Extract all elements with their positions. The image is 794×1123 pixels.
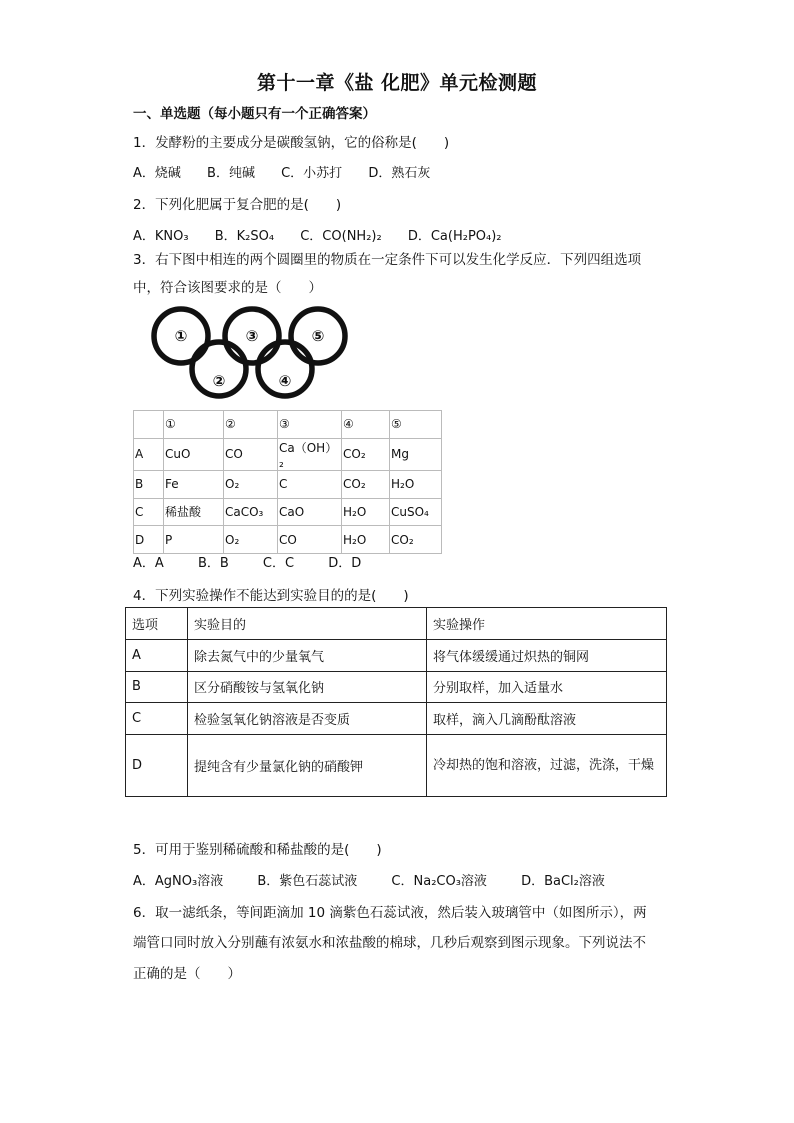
- option-a: A．A: [133, 556, 164, 571]
- table-cell: CO₂: [342, 438, 390, 470]
- table-cell: 提纯含有少量氯化钠的硝酸钾: [188, 735, 427, 797]
- table-cell: [134, 411, 164, 439]
- table-cell: B: [126, 671, 188, 703]
- section-heading: 一、单选题（每小题只有一个正确答案）: [133, 106, 376, 122]
- table-cell: ④: [342, 411, 390, 439]
- question-6-line2: 端管口同时放入分别蘸有浓氨水和浓盐酸的棉球，几秒后观察到图示现象。下列说法不: [133, 935, 646, 951]
- table-cell: ②: [224, 411, 278, 439]
- question-3-stem-line2: 中，符合该图要求的是（ ）: [133, 280, 322, 296]
- table-row: [134, 470, 442, 498]
- table-cell: 选项: [126, 608, 188, 640]
- question-5-stem: 5．可用于鉴别稀硫酸和稀盐酸的是( ): [133, 842, 382, 858]
- table-cell: P: [164, 526, 224, 554]
- option-a: A．烧碱: [133, 166, 181, 181]
- table-row: [126, 671, 667, 703]
- option-d: D．D: [328, 556, 362, 571]
- table-cell: H₂O: [342, 526, 390, 554]
- table-cell: C: [126, 703, 188, 735]
- table-cell: Fe: [164, 470, 224, 498]
- option-a: A．KNO₃: [133, 229, 189, 244]
- table-cell: CaCO₃: [224, 498, 278, 526]
- rings-table: [133, 410, 442, 554]
- table-cell: ①: [164, 411, 224, 439]
- table-cell: 检验氢氧化钠溶液是否变质: [188, 703, 427, 735]
- option-a: A．AgNO₃溶液: [133, 874, 224, 889]
- ring-label-5: ⑤: [311, 327, 325, 345]
- experiment-table: [125, 607, 667, 797]
- ring-label-3: ③: [245, 327, 259, 345]
- rings-diagram: [143, 306, 358, 401]
- table-cell: 稀盐酸: [164, 498, 224, 526]
- table-cell: 实验操作: [427, 608, 667, 640]
- table-cell: 将气体缓缓通过炽热的铜网: [427, 639, 667, 671]
- table-cell: CO₂: [390, 526, 442, 554]
- question-4-stem: 4．下列实验操作不能达到实验目的的是( ): [133, 588, 409, 604]
- table-cell: 实验目的: [188, 608, 427, 640]
- table-cell: O₂: [224, 526, 278, 554]
- table-cell: C: [134, 498, 164, 526]
- experiment-table-header: [126, 608, 667, 640]
- option-b: B．紫色石蕊试液: [257, 874, 358, 889]
- question-2-stem: 2．下列化肥属于复合肥的是( ): [133, 197, 342, 213]
- ring-label-2: ②: [212, 372, 226, 390]
- option-c: C．小苏打: [281, 166, 343, 181]
- question-2-options: [133, 225, 524, 244]
- table-cell: Ca（OH）₂: [278, 438, 342, 470]
- table-cell: C: [278, 470, 342, 498]
- question-3-stem-line1: 3．右下图中相连的两个圆圈里的物质在一定条件下可以发生化学反应．下列四组选项: [133, 252, 642, 268]
- table-cell: 冷却热的饱和溶液，过滤，洗涤，干燥: [427, 735, 667, 797]
- option-c: C．CO(NH₂)₂: [300, 229, 382, 244]
- table-cell: H₂O: [342, 498, 390, 526]
- ring-label-4: ④: [278, 372, 292, 390]
- table-cell: 除去氮气中的少量氧气: [188, 639, 427, 671]
- table-cell: ③: [278, 411, 342, 439]
- page-title: 第十一章《盐 化肥》单元检测题: [256, 72, 538, 94]
- table-cell: H₂O: [390, 470, 442, 498]
- table-row: [134, 438, 442, 470]
- table-row: [134, 498, 442, 526]
- option-d: D．熟石灰: [368, 166, 431, 181]
- table-row: [126, 639, 667, 671]
- table-cell: A: [134, 438, 164, 470]
- option-d: D．Ca(H₂PO₄)₂: [407, 229, 502, 244]
- option-b: B．K₂SO₄: [214, 229, 275, 244]
- table-cell: D: [126, 735, 188, 797]
- question-6-line1: 6．取一滤纸条，等间距滴加 10 滴紫色石蕊试液，然后装入玻璃管中（如图所示），两: [133, 905, 647, 921]
- table-row: [126, 703, 667, 735]
- question-3-options: [133, 552, 391, 571]
- question-1-options: [133, 162, 452, 181]
- table-cell: Mg: [390, 438, 442, 470]
- option-b: B．纯碱: [207, 166, 255, 181]
- table-cell: O₂: [224, 470, 278, 498]
- rings-table-header: [134, 411, 442, 439]
- question-6-line3: 正确的是（ ）: [133, 966, 241, 982]
- table-cell: CO: [224, 438, 278, 470]
- table-cell: 取样，滴入几滴酚酞溶液: [427, 703, 667, 735]
- table-cell: ⑤: [390, 411, 442, 439]
- table-cell: D: [134, 526, 164, 554]
- question-1-stem: 1．发酵粉的主要成分是碳酸氢钠，它的俗称是( ): [133, 135, 450, 151]
- table-cell: CaO: [278, 498, 342, 526]
- table-row: [126, 735, 667, 797]
- table-row: [134, 526, 442, 554]
- table-cell: B: [134, 470, 164, 498]
- option-d: D．BaCl₂溶液: [521, 874, 605, 889]
- table-cell: 区分硝酸铵与氢氧化钠: [188, 671, 427, 703]
- option-b: B．B: [197, 556, 229, 571]
- table-cell: CuO: [164, 438, 224, 470]
- table-cell: A: [126, 639, 188, 671]
- table-cell: CuSO₄: [390, 498, 442, 526]
- table-cell: CO: [278, 526, 342, 554]
- question-5-options: [133, 870, 635, 889]
- option-c: C．C: [262, 556, 295, 571]
- ring-label-1: ①: [174, 327, 188, 345]
- table-cell: CO₂: [342, 470, 390, 498]
- option-c: C．Na₂CO₃溶液: [391, 874, 487, 889]
- table-cell: 分别取样，加入适量水: [427, 671, 667, 703]
